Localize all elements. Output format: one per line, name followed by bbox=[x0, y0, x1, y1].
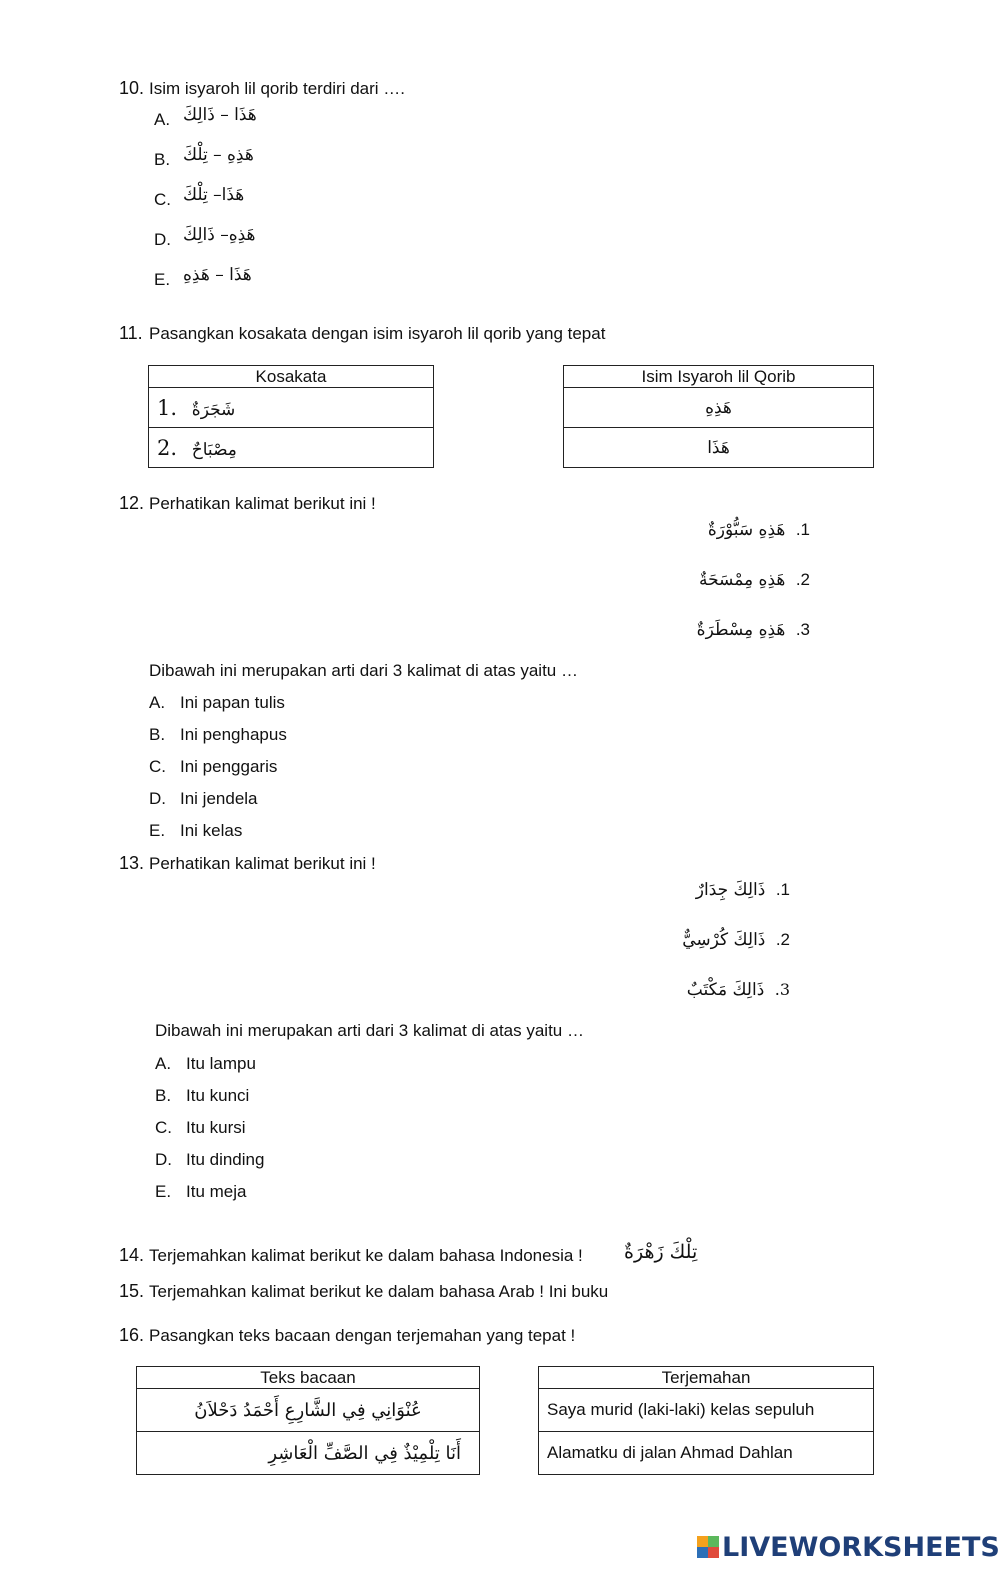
q15-number: 15. bbox=[119, 1281, 145, 1301]
q13-option-b[interactable]: Itu kunci bbox=[186, 1086, 250, 1105]
q12-option-e-letter: E. bbox=[149, 821, 166, 840]
q16-teks-1-arabic: عُنْوَانِي فِي الشَّارِعِ أَحْمَدُ دَحْلاَنُ bbox=[194, 1399, 422, 1421]
q11-kosakata-row-1[interactable] bbox=[149, 388, 434, 428]
q13-sentence-3 bbox=[665, 980, 790, 1000]
q12-option-d[interactable]: Ini jendela bbox=[180, 789, 258, 808]
q11-text: Pasangkan kosakata dengan isim isyaroh lil qorib yang tepat bbox=[149, 324, 606, 343]
q12-option-e[interactable]: Ini kelas bbox=[180, 821, 243, 840]
q11-kosakata-row-2[interactable] bbox=[149, 428, 434, 468]
q13-sentence-1-arabic: ذَالِكَ جِدَارٌ bbox=[695, 880, 766, 900]
q10-text: Isim isyaroh lil qorib terdiri dari …. bbox=[149, 79, 406, 98]
liveworksheets-mark-icon bbox=[697, 1536, 719, 1558]
q11-isim-row-2[interactable] bbox=[564, 428, 874, 468]
q13-sentence-2-num: .2 bbox=[775, 930, 790, 949]
q12-option-c-letter: C. bbox=[149, 757, 166, 776]
q10-option-b[interactable]: هَذِهِ – تِلْكَ bbox=[183, 145, 254, 165]
q12-option-a-letter: A. bbox=[149, 693, 166, 712]
q16-text: Pasangkan teks bacaan dengan terjemahan yang tepat ! bbox=[149, 1326, 576, 1345]
q12-sentence-3 bbox=[690, 620, 810, 640]
q16-teks-2-arabic: أَنَا تِلْمِيْذٌ فِي الصَّفِّ الْعَاشِرِ bbox=[268, 1442, 461, 1464]
q13-sentence-1 bbox=[665, 880, 790, 900]
q13-text: Perhatikan kalimat berikut ini ! bbox=[149, 854, 376, 873]
q11-row-1-num: 1. bbox=[157, 395, 178, 420]
q12-sentence-3-num: .3 bbox=[795, 620, 810, 639]
liveworksheets-logo bbox=[697, 1532, 1000, 1562]
q12-sentence-1-arabic: هَذِهِ سَبُّوْرَةٌ bbox=[707, 520, 786, 540]
liveworksheets-brand: LIVEWORKSHEETS bbox=[722, 1531, 1000, 1563]
q13-sentence-3-num: .3 bbox=[774, 980, 790, 999]
q13-option-c-letter: C. bbox=[155, 1118, 172, 1137]
q15-text: Terjemahkan kalimat berikut ke dalam bahasa Arab ! Ini buku bbox=[149, 1282, 609, 1301]
q11-kosakata-table bbox=[148, 365, 434, 468]
q16-teks-row-1[interactable] bbox=[137, 1389, 480, 1432]
q11-isim-row-1[interactable] bbox=[564, 388, 874, 428]
q13-sentence-3-arabic: ذَالِكَ مَكْتَبٌ bbox=[686, 980, 765, 1000]
q16-right-header: Terjemahan bbox=[539, 1367, 874, 1389]
q13-option-e-letter: E. bbox=[155, 1182, 172, 1201]
q13-option-d-letter: D. bbox=[155, 1150, 172, 1169]
q11-row-2-arabic: مِصْبَاحٌ bbox=[191, 439, 237, 460]
q10-option-c[interactable]: هَذَا– تِلْكَ bbox=[183, 185, 245, 205]
q13-option-a[interactable]: Itu lampu bbox=[186, 1054, 256, 1073]
q13-sentence-2-arabic: ذَالِكَ كُرْسِيٌّ bbox=[682, 930, 766, 950]
q16-teks-table bbox=[136, 1366, 480, 1475]
q12-sentence-3-arabic: هَذِهِ مِسْطَرَةٌ bbox=[696, 620, 786, 640]
q13-option-d[interactable]: Itu dinding bbox=[186, 1150, 265, 1169]
q13-option-c[interactable]: Itu kursi bbox=[186, 1118, 246, 1137]
q12-sentence-2-arabic: هَذِهِ مِمْسَحَةٌ bbox=[698, 570, 786, 590]
q14-number: 14. bbox=[119, 1245, 145, 1265]
q12-option-b-letter: B. bbox=[149, 725, 166, 744]
q13-option-b-letter: B. bbox=[155, 1086, 172, 1105]
q12-option-a[interactable]: Ini papan tulis bbox=[180, 693, 285, 712]
q13-number: 13. bbox=[119, 853, 145, 873]
q10-number: 10. bbox=[119, 78, 145, 98]
q12-sentence-2 bbox=[690, 570, 810, 590]
q14-arabic: تِلْكَ زَهْرَةٌ bbox=[624, 1241, 698, 1263]
q12-sentence-1-num: .1 bbox=[795, 520, 810, 539]
q10-option-e[interactable]: هَذَا – هَذِهِ bbox=[183, 265, 252, 285]
q12-option-d-letter: D. bbox=[149, 789, 166, 808]
q12-sentence-1 bbox=[690, 520, 810, 540]
q11-isim-table bbox=[563, 365, 874, 468]
q16-terjemahan-2-text: Alamatku di jalan Ahmad Dahlan bbox=[547, 1443, 793, 1462]
q11-row-2-num: 2. bbox=[157, 435, 178, 460]
q16-teks-row-2[interactable] bbox=[137, 1432, 480, 1475]
q11-number: 11. bbox=[119, 323, 143, 343]
q13-option-e[interactable]: Itu meja bbox=[186, 1182, 247, 1201]
q13-sentence-1-num: .1 bbox=[775, 880, 790, 899]
q11-isim-1-arabic: هَذِهِ bbox=[705, 397, 732, 418]
q11-row-1-arabic: شَجَرَةٌ bbox=[191, 399, 236, 420]
q16-terjemahan-1-text: Saya murid (laki-laki) kelas sepuluh bbox=[547, 1400, 815, 1419]
q11-isim-2-arabic: هَذَا bbox=[707, 437, 730, 458]
q16-number: 16. bbox=[119, 1325, 145, 1345]
q10-option-a[interactable]: هَذَا – ذَالِكَ bbox=[183, 105, 257, 125]
q10-option-d-letter: D. bbox=[154, 230, 171, 249]
q12-number: 12. bbox=[119, 493, 145, 513]
q12-prompt: Dibawah ini merupakan arti dari 3 kalimat di atas yaitu … bbox=[149, 661, 578, 680]
q13-prompt: Dibawah ini merupakan arti dari 3 kalimat di atas yaitu … bbox=[155, 1021, 584, 1040]
q10-option-a-letter: A. bbox=[154, 110, 171, 129]
q16-terjemahan-table bbox=[538, 1366, 874, 1475]
q12-sentence-2-num: .2 bbox=[795, 570, 810, 589]
q13-sentence-2 bbox=[665, 930, 790, 950]
q10-option-b-letter: B. bbox=[154, 150, 171, 169]
q16-terjemahan-row-1[interactable] bbox=[539, 1389, 874, 1432]
q10-option-c-letter: C. bbox=[154, 190, 171, 209]
q16-terjemahan-row-2[interactable] bbox=[539, 1432, 874, 1475]
q10-option-e-letter: E. bbox=[154, 270, 171, 289]
q11-right-header: Isim Isyaroh lil Qorib bbox=[564, 366, 874, 388]
q12-text: Perhatikan kalimat berikut ini ! bbox=[149, 494, 376, 513]
q16-left-header: Teks bacaan bbox=[137, 1367, 480, 1389]
q10-option-d[interactable]: هَذِهِ– ذَالِكَ bbox=[183, 225, 256, 245]
q11-left-header: Kosakata bbox=[149, 366, 434, 388]
q12-option-b[interactable]: Ini penghapus bbox=[180, 725, 287, 744]
q12-option-c[interactable]: Ini penggaris bbox=[180, 757, 278, 776]
q14-text: Terjemahkan kalimat berikut ke dalam bahasa Indonesia ! bbox=[149, 1246, 583, 1265]
q13-option-a-letter: A. bbox=[155, 1054, 172, 1073]
